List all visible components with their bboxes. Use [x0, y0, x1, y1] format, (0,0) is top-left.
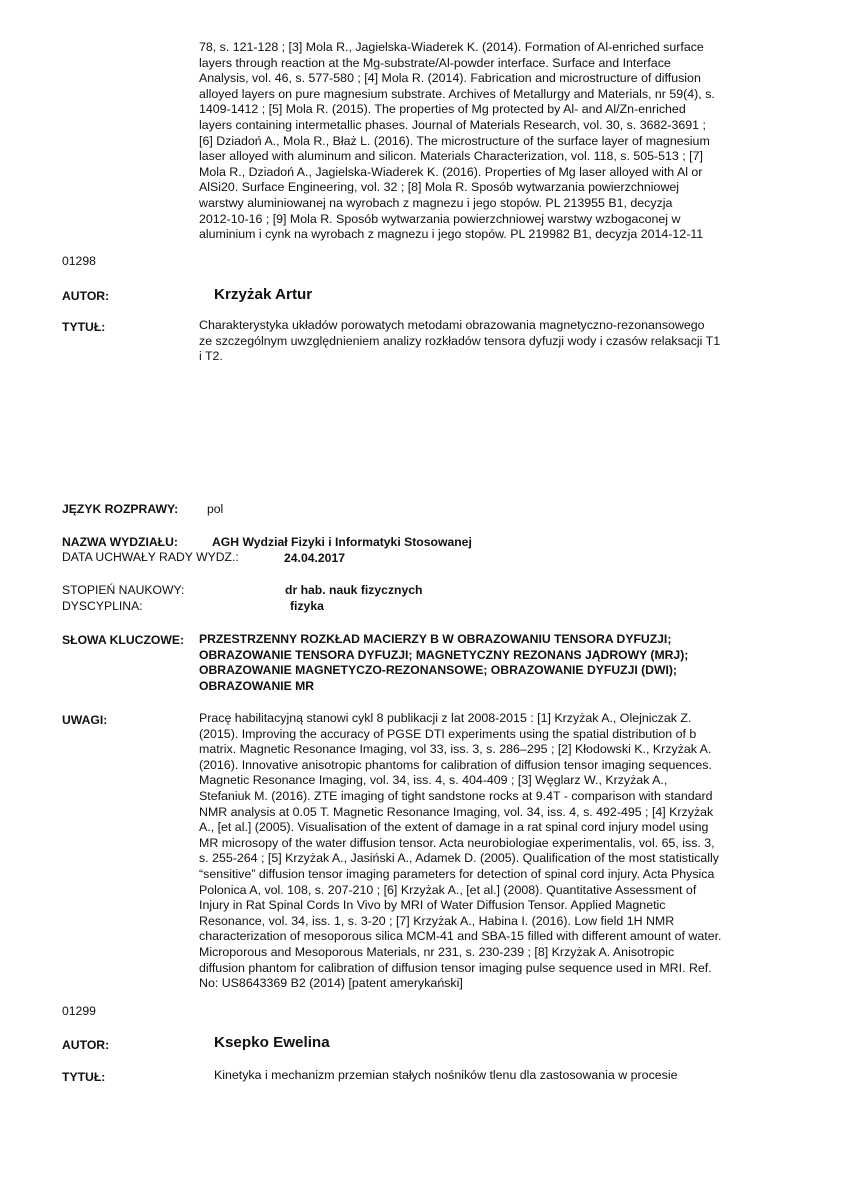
- previous-entry-notes-continuation: 78, s. 121-128 ; [3] Mola R., Jagielska-Wiaderek K. (2014). Formation of Al-enriched surface layers through reaction at the Mg-substrate/Al-powder interface. Surface and Interface Analysis, vol. 46, s. 577-580 ; [4] Mola R. (2014). Fabrication and microstructure of diffusion alloyed layers on pure magnesium substrate. Archives of Metallurgy and Materials, nr 59(4), s. 1409-1412 ; [5] Mola R. (2015). The properties of Mg protected by Al- and Al/Zn-enriched layers containing intermetallic phases. Journal of Materials Research, vol. 30, s. 3682-3691 ; [6] Dziadoń A., Mola R., Błaż L. (2016). The microstructure of the surface layer of magnesium laser alloyed with aluminum and silicon. Materials Characterization, vol. 118, s. 505-513 ; [7] Mola R., Dziadoń A., Jagielska-Wiaderek K. (2016). Properties of Mg laser alloyed with Al or AlSi20. Surface Engineering, vol. 32 ; [8] Mola R. Sposób wytwarzania powierzchniowej warstwy aluminiowanej na wyrobach z magnezu i jego stopów. PL 213955 B1, decyzja 2012-10-16 ; [9] Mola R. Sposób wytwarzania powierzchniowej warstwy wzbogaconej w aluminium i cynk na wyrobach z magnezu i jego stopów. PL 219982 B1, decyzja 2014-12-11: [199, 40, 715, 242]
- thesis-title: Charakterystyka układów porowatych metodami obrazowania magnetyczno-rezonansowego ze szczególnym uwzględnieniem analizy rozkładów tensora dyfuzji wody i czasów relaksacji T1 i T2.: [199, 318, 721, 364]
- title-label: TYTUŁ:: [62, 320, 106, 334]
- degree-label: STOPIEŃ NAUKOWY:: [62, 583, 185, 597]
- degree-value: dr hab. nauk fizycznych: [285, 583, 423, 597]
- author-label: AUTOR:: [62, 289, 110, 303]
- author-name: Ksepko Ewelina: [214, 1034, 330, 1051]
- keywords-value: PRZESTRZENNY ROZKŁAD MACIERZY B W OBRAZOWANIU TENSORA DYFUZJI; OBRAZOWANIE TENSORA DYFUZJI; MAGNETYCZNY REZONANS JĄDROWY (MRJ); OBRAZOWANIE MAGNETYCZO-REZONANSOWE; OBRAZOWANIE DYFUZJI (DWI); OBRAZOWANIE MR: [199, 632, 689, 693]
- discipline-value: fizyka: [290, 599, 324, 613]
- resolution-date-value: 24.04.2017: [284, 551, 345, 565]
- notes-value: Pracę habilitacyjną stanowi cykl 8 publikacji z lat 2008-2015 : [1] Krzyżak A., Olejniczak Z. (2015). Improving the accuracy of PGSE DTI experiments using the spatial distribution of b matrix. Magnetic Resonance Imaging, vol 33, iss. 3, s. 286–295 ; [2] Kłodowski K., Krzyżak A. (2016). Innovative anisotropic phantoms for calibration of diffusion tensor imaging sequences. Magnetic Resonance Imaging, vol. 34, iss. 4, s. 404-409 ; [3] Węglarz W., Krzyżak A., Stefaniuk M. (2016). ZTE imaging of tight sandstone rocks at 9.4T - comparison with standard NMR analysis at 0.05 T. Magnetic Resonance Imaging, vol. 34, iss. 4, s. 492-495 ; [4] Krzyżak A., [et al.] (2005). Visualisation of the extent of damage in a rat spinal cord injury model using MR microsopy of the water diffusion tensor. Acta neurobiologiae experimentalis, vol. 65, iss. 3, s. 255-264 ; [5] Krzyżak A., Jasiński A., Adamek D. (2005). Qualification of the most statistically “sensitive” diffusion tensor imaging parameters for detection of spinal cord injury. Acta Physica Polonica A, vol. 108, s. 207-210 ; [6] Krzyżak A., [et al.] (2008). Quantitative Assessment of Injury in Rat Spinal Cords In Vivo by MRI of Water Diffusion Tensor. Applied Magnetic Resonance, vol. 34, iss. 1, s. 3-20 ; [7] Krzyżak A., Habina I. (2016). Low field 1H NMR characterization of mesoporous silica MCM-41 and SBA-15 filled with different amount of water. Microporous and Mesoporous Materials, nr 231, s. 230-239 ; [8] Krzyżak A. Anisotropic diffusion phantom for calibration of diffusion tensor imaging pulse sequence used in MRI. Ref. No: US8643369 B2 (2014) [patent amerykański]: [199, 711, 722, 991]
- keywords-label: SŁOWA KLUCZOWE:: [62, 633, 185, 647]
- resolution-date-label: DATA UCHWAŁY RADY WYDZ.:: [62, 550, 239, 564]
- title-label: TYTUŁ:: [62, 1070, 106, 1084]
- faculty-label: NAZWA WYDZIAŁU:: [62, 535, 178, 549]
- language-value: pol: [207, 502, 224, 516]
- language-label: JĘZYK ROZPRAWY:: [62, 502, 179, 516]
- entry-number: 01299: [62, 1004, 96, 1018]
- entry-number: 01298: [62, 254, 96, 268]
- author-label: AUTOR:: [62, 1038, 110, 1052]
- author-name: Krzyżak Artur: [214, 286, 313, 303]
- notes-label: UWAGI:: [62, 713, 108, 727]
- thesis-title: Kinetyka i mechanizm przemian stałych nośników tlenu dla zastosowania w procesie: [214, 1068, 678, 1082]
- discipline-label: DYSCYPLINA:: [62, 599, 143, 613]
- faculty-value: AGH Wydział Fizyki i Informatyki Stosowanej: [212, 535, 472, 549]
